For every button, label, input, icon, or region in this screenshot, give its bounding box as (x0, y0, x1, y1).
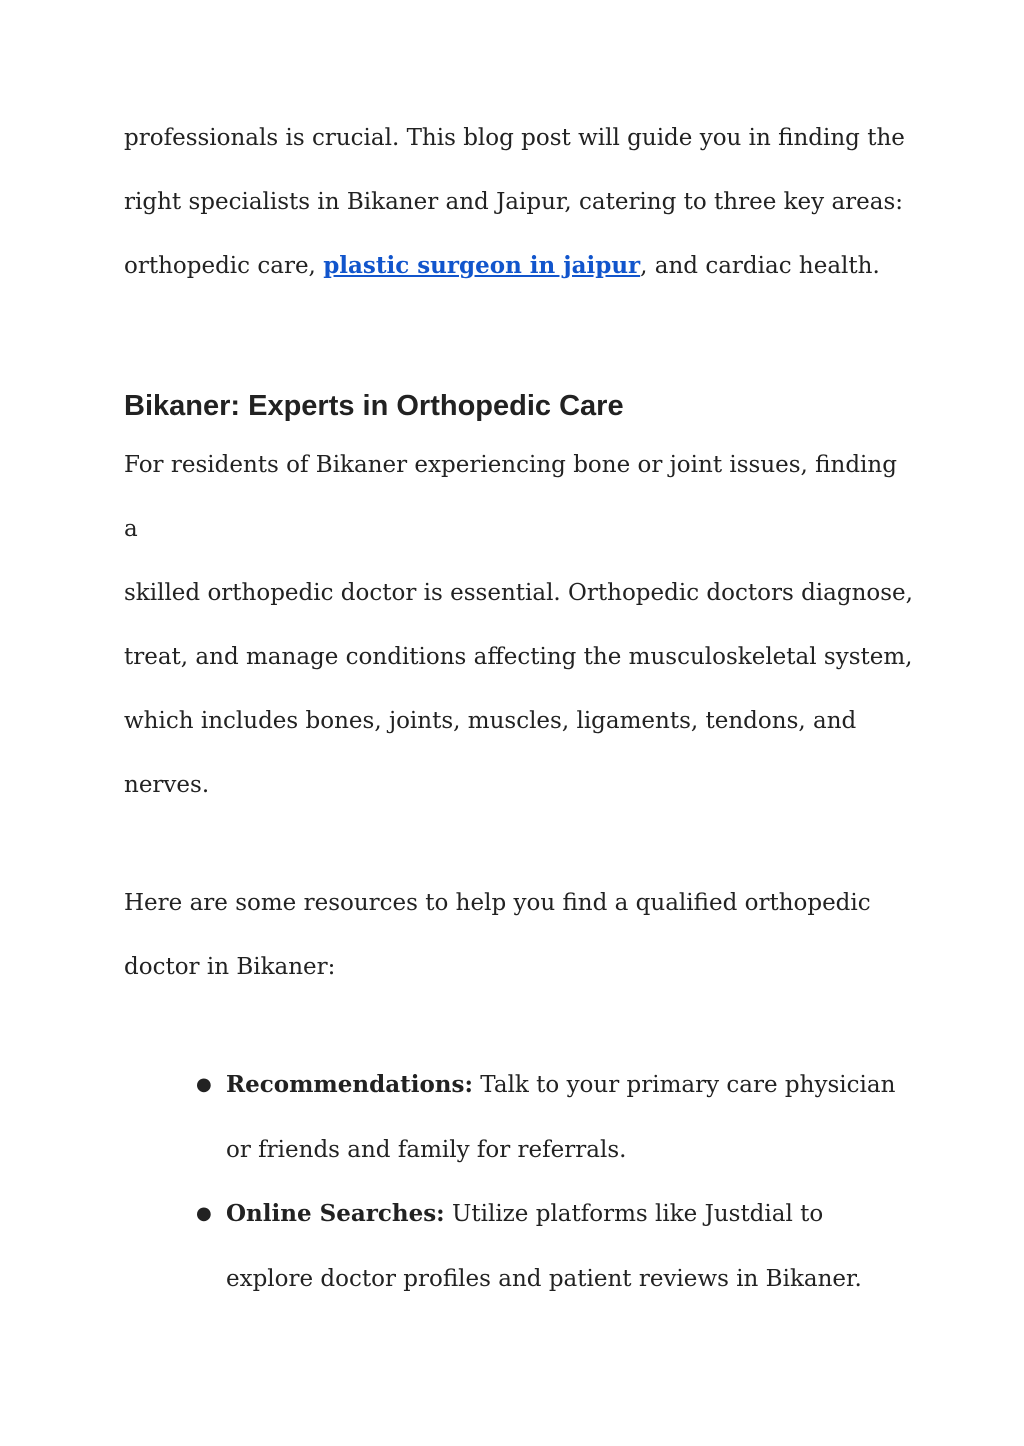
orthopedic-paragraph (124, 433, 914, 817)
list-item-term: Recommendations: (226, 1071, 473, 1098)
resources-list (124, 1053, 914, 1311)
intro-line-3-after: , and cardiac health. (640, 253, 880, 279)
ortho-line-1: For residents of Bikaner experiencing bone or joint issues, finding a (124, 452, 897, 542)
intro-line-2: right specialists in Bikaner and Jaipur, catering to three key areas: (124, 189, 904, 215)
list-item (196, 1182, 914, 1311)
bullet-icon: ● (196, 1074, 212, 1095)
list-item-term: Online Searches: (226, 1200, 445, 1227)
section-heading: Bikaner: Experts in Orthopedic Care (124, 390, 624, 422)
resources-line-1: Here are some resources to help you find a qualified orthopedic (124, 890, 871, 916)
list-item-text-1: Utilize platforms like Justdial to (444, 1201, 824, 1227)
list-item-text-2: explore doctor profiles and patient reviews in Bikaner. (226, 1265, 862, 1292)
ortho-line-4: which includes bones, joints, muscles, ligaments, tendons, and (124, 708, 857, 734)
document-page (124, 106, 914, 1311)
resources-paragraph (124, 871, 914, 999)
ortho-line-5: nerves. (124, 772, 210, 798)
intro-line-3-before: orthopedic care, (124, 253, 324, 279)
list-item (196, 1053, 914, 1182)
plastic-surgeon-link[interactable]: plastic surgeon in jaipur (323, 252, 641, 279)
bullet-icon: ● (196, 1203, 212, 1224)
intro-line-1: professionals is crucial. This blog post will guide you in finding the (124, 125, 905, 151)
ortho-line-3: treat, and manage conditions affecting the musculoskeletal system, (124, 644, 913, 670)
list-item-text-2: or friends and family for referrals. (226, 1136, 627, 1163)
ortho-line-2: skilled orthopedic doctor is essential. Orthopedic doctors diagnose, (124, 580, 913, 606)
intro-paragraph (124, 106, 914, 298)
resources-line-2: doctor in Bikaner: (124, 954, 336, 980)
list-item-text-1: Talk to your primary care physician (472, 1072, 896, 1098)
